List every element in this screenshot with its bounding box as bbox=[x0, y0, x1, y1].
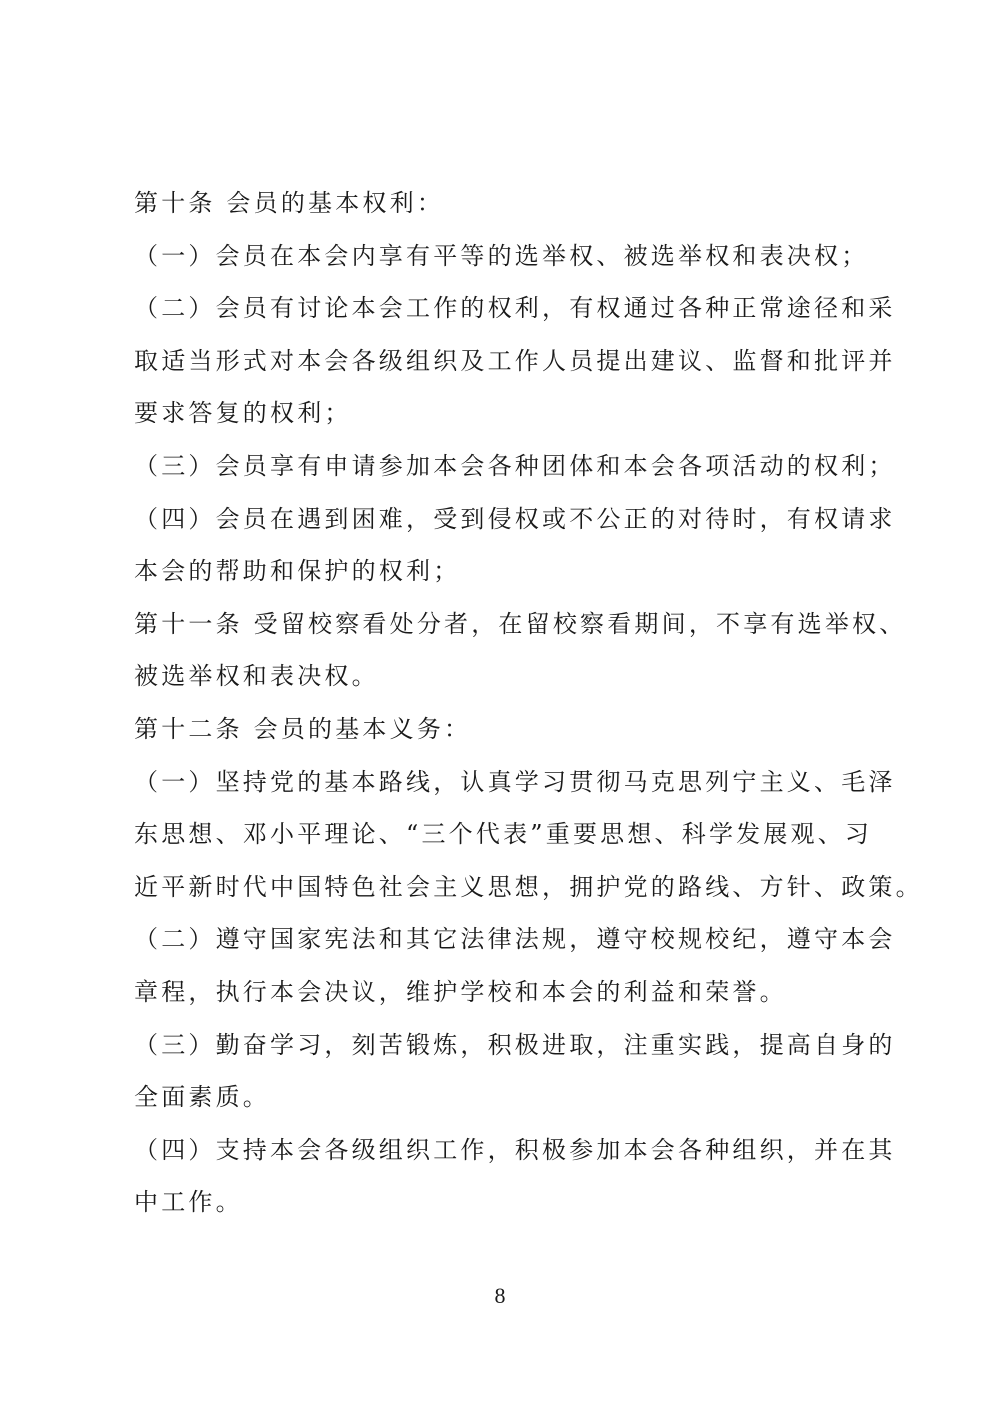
article-10-item-2-line-3: 要求答复的权利； bbox=[134, 399, 352, 428]
article-11-line-2: 被选举权和表决权。 bbox=[134, 662, 379, 691]
article-12-item-3-line-2: 全面素质。 bbox=[134, 1083, 270, 1112]
article-10-item-2-line-2: 取适当形式对本会各级组织及工作人员提出建议、监督和批评并 bbox=[134, 346, 896, 375]
page-number: 8 bbox=[494, 1283, 506, 1308]
article-12-item-2-line-2: 章程，执行本会决议，维护学校和本会的利益和荣誉。 bbox=[134, 977, 787, 1006]
article-12-item-2-line-1: （二）遵守国家宪法和其它法律法规，遵守校规校纪，遵守本会 bbox=[134, 925, 896, 954]
article-12-item-4-line-2: 中工作。 bbox=[134, 1188, 243, 1217]
article-10-item-2-line-1: （二）会员有讨论本会工作的权利，有权通过各种正常途径和采 bbox=[134, 294, 896, 323]
article-10-heading: 第十条 会员的基本权利： bbox=[134, 189, 445, 217]
article-12-item-3-line-1: （三）勤奋学习，刻苦锻炼，积极进取，注重实践，提高自身的 bbox=[134, 1030, 896, 1059]
article-11-line-1: 第十一条 受留校察看处分者，在留校察看期间，不享有选举权、 bbox=[134, 609, 907, 638]
body-text bbox=[134, 177, 923, 1229]
article-10-item-3: （三）会员享有申请参加本会各种团体和本会各项活动的权利； bbox=[134, 451, 896, 480]
article-12-item-1-line-1: （一）坚持党的基本路线，认真学习贯彻马克思列宁主义、毛泽 bbox=[134, 767, 896, 796]
article-12-heading: 第十二条 会员的基本义务： bbox=[134, 714, 472, 743]
article-10-item-4-line-2: 本会的帮助和保护的权利； bbox=[134, 557, 461, 586]
article-10-item-4-line-1: （四）会员在遇到困难，受到侵权或不公正的对待时，有权请求 bbox=[134, 504, 896, 533]
article-12-item-1-line-3: 近平新时代中国特色社会主义思想，拥护党的路线、方针、政策。 bbox=[134, 872, 923, 901]
article-10-item-1: （一）会员在本会内享有平等的选举权、被选举权和表决权； bbox=[134, 241, 869, 270]
article-12-item-1-line-2: 东思想、邓小平理论、“三个代表”重要思想、科学发展观、习 bbox=[134, 820, 873, 849]
article-12-item-4-line-1: （四）支持本会各级组织工作，积极参加本会各种组织，并在其 bbox=[134, 1135, 896, 1164]
